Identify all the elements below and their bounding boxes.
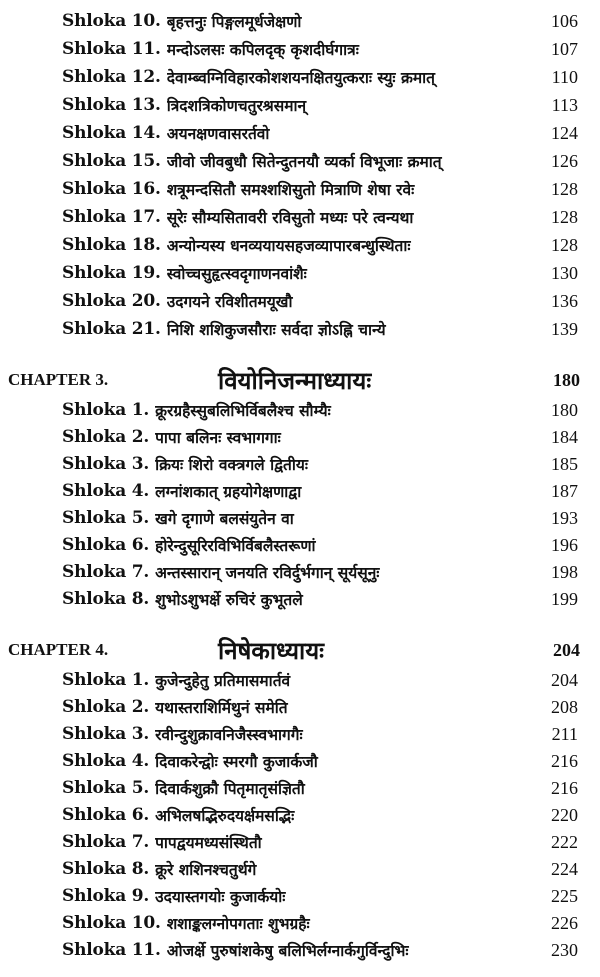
toc-entry bbox=[62, 829, 578, 855]
shloka-text: खगे दृगाणे बलसंयुतेन वा bbox=[155, 509, 294, 528]
shloka-text: दिवाकरेन्द्वोः स्मरगौ कुजार्कजौ bbox=[155, 752, 318, 771]
shloka-text: क्रूरे शशिनश्चतुर्थगे bbox=[155, 860, 257, 879]
page-number: 224 bbox=[551, 858, 578, 879]
page-number: 128 bbox=[551, 234, 578, 255]
page-number: 211 bbox=[551, 723, 578, 744]
shloka-label: Shloka 8. bbox=[62, 589, 150, 609]
shloka-label: Shloka 14. bbox=[62, 123, 161, 143]
shloka-text: होरेन्दुसूरिरविभिर्विबलैस्तरूणां bbox=[155, 536, 316, 555]
shloka-label: Shloka 17. bbox=[62, 207, 161, 227]
toc-entry bbox=[62, 883, 578, 909]
shloka-label: Shloka 1. bbox=[62, 670, 150, 690]
toc-entry bbox=[62, 721, 578, 747]
shloka-text: लग्नांशकात् ग्रहयोगेक्षणाद्वा bbox=[155, 482, 302, 501]
shloka-label: Shloka 10. bbox=[62, 11, 161, 31]
page-number: 136 bbox=[551, 290, 578, 311]
shloka-text: पापा बलिनः स्वभागगाः bbox=[155, 428, 281, 447]
page-number: 107 bbox=[551, 38, 578, 59]
shloka-label: Shloka 5. bbox=[62, 508, 150, 528]
toc-entry bbox=[62, 148, 578, 174]
toc-entry bbox=[62, 802, 578, 828]
shloka-label: Shloka 6. bbox=[62, 805, 150, 825]
shloka-text: निशि शशिकुजसौराः सर्वदा ज्ञोऽह्नि चान्ये bbox=[166, 320, 386, 339]
shloka-label: Shloka 16. bbox=[62, 179, 161, 199]
toc-entry bbox=[62, 478, 578, 504]
chapter-label: CHAPTER 4. bbox=[8, 640, 109, 659]
shloka-text: जीवो जीवबुधौ सितेन्दुतनयौ व्यर्का विभूजाः क्रमात् bbox=[166, 152, 442, 171]
page-number: 198 bbox=[551, 561, 578, 582]
shloka-text: अभिलषद्भिरुदयर्क्षमसद्भिः bbox=[155, 806, 295, 825]
shloka-text: अन्योन्यस्य धनव्ययायसहजव्यापारबन्धुस्थिताः bbox=[166, 236, 411, 255]
shloka-text: ओजर्क्षे पुरुषांशकेषु बलिभिर्लग्नार्कगुर्विन्दुभिः bbox=[166, 941, 409, 960]
toc-entry bbox=[62, 910, 578, 936]
shloka-text: मन्दोऽलसः कपिलदृक् कृशदीर्घगात्रः bbox=[166, 40, 359, 59]
page-number: 187 bbox=[551, 480, 578, 501]
page-number: 220 bbox=[551, 804, 578, 825]
toc-entry bbox=[62, 532, 578, 558]
chapter-heading bbox=[8, 632, 580, 668]
shloka-text: दिवार्कशुक्रौ पितृमातृसंज्ञितौ bbox=[155, 779, 305, 798]
page-number: 185 bbox=[551, 453, 578, 474]
toc-entry bbox=[62, 64, 578, 90]
shloka-label: Shloka 4. bbox=[62, 751, 150, 771]
page-number: 106 bbox=[551, 10, 578, 31]
shloka-label: Shloka 12. bbox=[62, 67, 161, 87]
shloka-label: Shloka 3. bbox=[62, 454, 150, 474]
shloka-text: कुजेन्दुहेतु प्रतिमासमार्तवं bbox=[155, 671, 291, 690]
shloka-label: Shloka 20. bbox=[62, 291, 161, 311]
shloka-label: Shloka 10. bbox=[62, 913, 161, 933]
toc-entry bbox=[62, 586, 578, 612]
toc-entry bbox=[62, 260, 578, 286]
toc-entry bbox=[62, 451, 578, 477]
shloka-label: Shloka 2. bbox=[62, 697, 150, 717]
chapter-label: CHAPTER 3. bbox=[8, 370, 109, 389]
shloka-label: Shloka 9. bbox=[62, 886, 150, 906]
page-number: 216 bbox=[551, 777, 578, 798]
page-number: 184 bbox=[551, 426, 578, 447]
shloka-text: देवाम्ब्वग्निविहारकोशशयनक्षितयुत्कराः स्युः क्रमात् bbox=[166, 68, 435, 87]
shloka-text: उदयास्तगयोः कुजार्कयोः bbox=[155, 887, 286, 906]
shloka-label: Shloka 5. bbox=[62, 778, 150, 798]
shloka-label: Shloka 7. bbox=[62, 832, 150, 852]
toc-entry bbox=[62, 36, 578, 62]
toc-entry bbox=[62, 856, 578, 882]
shloka-label: Shloka 3. bbox=[62, 724, 150, 744]
toc-entry bbox=[62, 694, 578, 720]
shloka-text: शुभोऽशुभर्क्षे रुचिरं कुभूतले bbox=[155, 590, 303, 609]
toc-entry bbox=[62, 559, 578, 585]
chapter-heading bbox=[8, 362, 580, 398]
chapter-page-number: 204 bbox=[553, 639, 580, 660]
toc-entry bbox=[62, 204, 578, 230]
page-number: 230 bbox=[551, 939, 578, 960]
page-number: 226 bbox=[551, 912, 578, 933]
toc-entry bbox=[62, 397, 578, 423]
shloka-label: Shloka 7. bbox=[62, 562, 150, 582]
page-number: 113 bbox=[551, 94, 578, 115]
shloka-text: त्रिदशत्रिकोणचतुरश्रसमान् bbox=[166, 96, 307, 115]
shloka-text: क्रूरग्रहैस्सुबलिभिर्विबलैश्च सौम्यैः bbox=[155, 401, 331, 420]
page-number: 139 bbox=[551, 318, 578, 339]
shloka-text: शत्रूमन्दसितौ समश्शशिसुतो मित्राणि शेषा रवेः bbox=[166, 180, 415, 199]
toc-entry bbox=[62, 288, 578, 314]
shloka-label: Shloka 2. bbox=[62, 427, 150, 447]
page-number: 126 bbox=[551, 150, 578, 171]
shloka-text: सूरेः सौम्यसितावरी रविसुतो मध्यः परे त्वन्यथा bbox=[166, 208, 414, 227]
shloka-label: Shloka 19. bbox=[62, 263, 161, 283]
shloka-label: Shloka 15. bbox=[62, 151, 161, 171]
page-number: 124 bbox=[551, 122, 578, 143]
shloka-text: यथास्तराशिर्मिथुनं समेति bbox=[155, 698, 288, 717]
page-number: 128 bbox=[551, 178, 578, 199]
toc-entry bbox=[62, 316, 578, 342]
shloka-label: Shloka 13. bbox=[62, 95, 161, 115]
page-number: 216 bbox=[551, 750, 578, 771]
toc-entry bbox=[62, 120, 578, 146]
shloka-text: रवीन्दुशुक्रावनिजैस्स्वभागगैः bbox=[155, 725, 303, 744]
toc-entry bbox=[62, 775, 578, 801]
shloka-text: अन्तस्सारान् जनयति रविर्दुर्भगान् सूर्यसूनुः bbox=[155, 563, 380, 582]
shloka-label: Shloka 11. bbox=[62, 940, 161, 960]
page-number: 110 bbox=[551, 66, 578, 87]
shloka-label: Shloka 11. bbox=[62, 39, 161, 59]
shloka-label: Shloka 4. bbox=[62, 481, 150, 501]
toc-entry bbox=[62, 8, 578, 34]
shloka-text: पापद्वयमध्यसंस्थितौ bbox=[155, 833, 262, 852]
page-number: 208 bbox=[551, 696, 578, 717]
page-number: 128 bbox=[551, 206, 578, 227]
page-number: 180 bbox=[551, 399, 578, 420]
shloka-text: उदगयने रविशीतमयूखौ bbox=[166, 292, 293, 311]
chapter-page-number: 180 bbox=[553, 369, 580, 390]
shloka-text: शशाङ्कलग्नोपगताः शुभग्रहैः bbox=[166, 914, 310, 933]
shloka-text: स्वोच्चसुहृत्स्वदृगाणनवांशैः bbox=[166, 264, 307, 283]
chapter-title: वियोनिजन्माध्यायः bbox=[218, 365, 372, 395]
page-number: 199 bbox=[551, 588, 578, 609]
toc-entry bbox=[62, 424, 578, 450]
toc-entry bbox=[62, 232, 578, 258]
shloka-label: Shloka 8. bbox=[62, 859, 150, 879]
toc-entry bbox=[62, 176, 578, 202]
page-number: 130 bbox=[551, 262, 578, 283]
shloka-text: बृहत्तनुः पिङ्गलमूर्धजेक्षणो bbox=[166, 12, 302, 31]
page-number: 222 bbox=[551, 831, 578, 852]
toc-entry bbox=[62, 748, 578, 774]
shloka-label: Shloka 21. bbox=[62, 319, 161, 339]
toc-entry bbox=[62, 92, 578, 118]
page-number: 193 bbox=[551, 507, 578, 528]
toc-entry bbox=[62, 937, 578, 963]
shloka-label: Shloka 6. bbox=[62, 535, 150, 555]
toc-entry bbox=[62, 667, 578, 693]
shloka-text: क्रियः शिरो वक्त्रगले द्वितीयः bbox=[155, 455, 308, 474]
toc-entry bbox=[62, 505, 578, 531]
shloka-label: Shloka 18. bbox=[62, 235, 161, 255]
shloka-text: अयनक्षणवासरर्तवो bbox=[166, 124, 270, 143]
page-number: 204 bbox=[551, 669, 578, 690]
shloka-label: Shloka 1. bbox=[62, 400, 150, 420]
page-number: 225 bbox=[551, 885, 578, 906]
page-number: 196 bbox=[551, 534, 578, 555]
chapter-title: निषेकाध्यायः bbox=[218, 635, 324, 665]
